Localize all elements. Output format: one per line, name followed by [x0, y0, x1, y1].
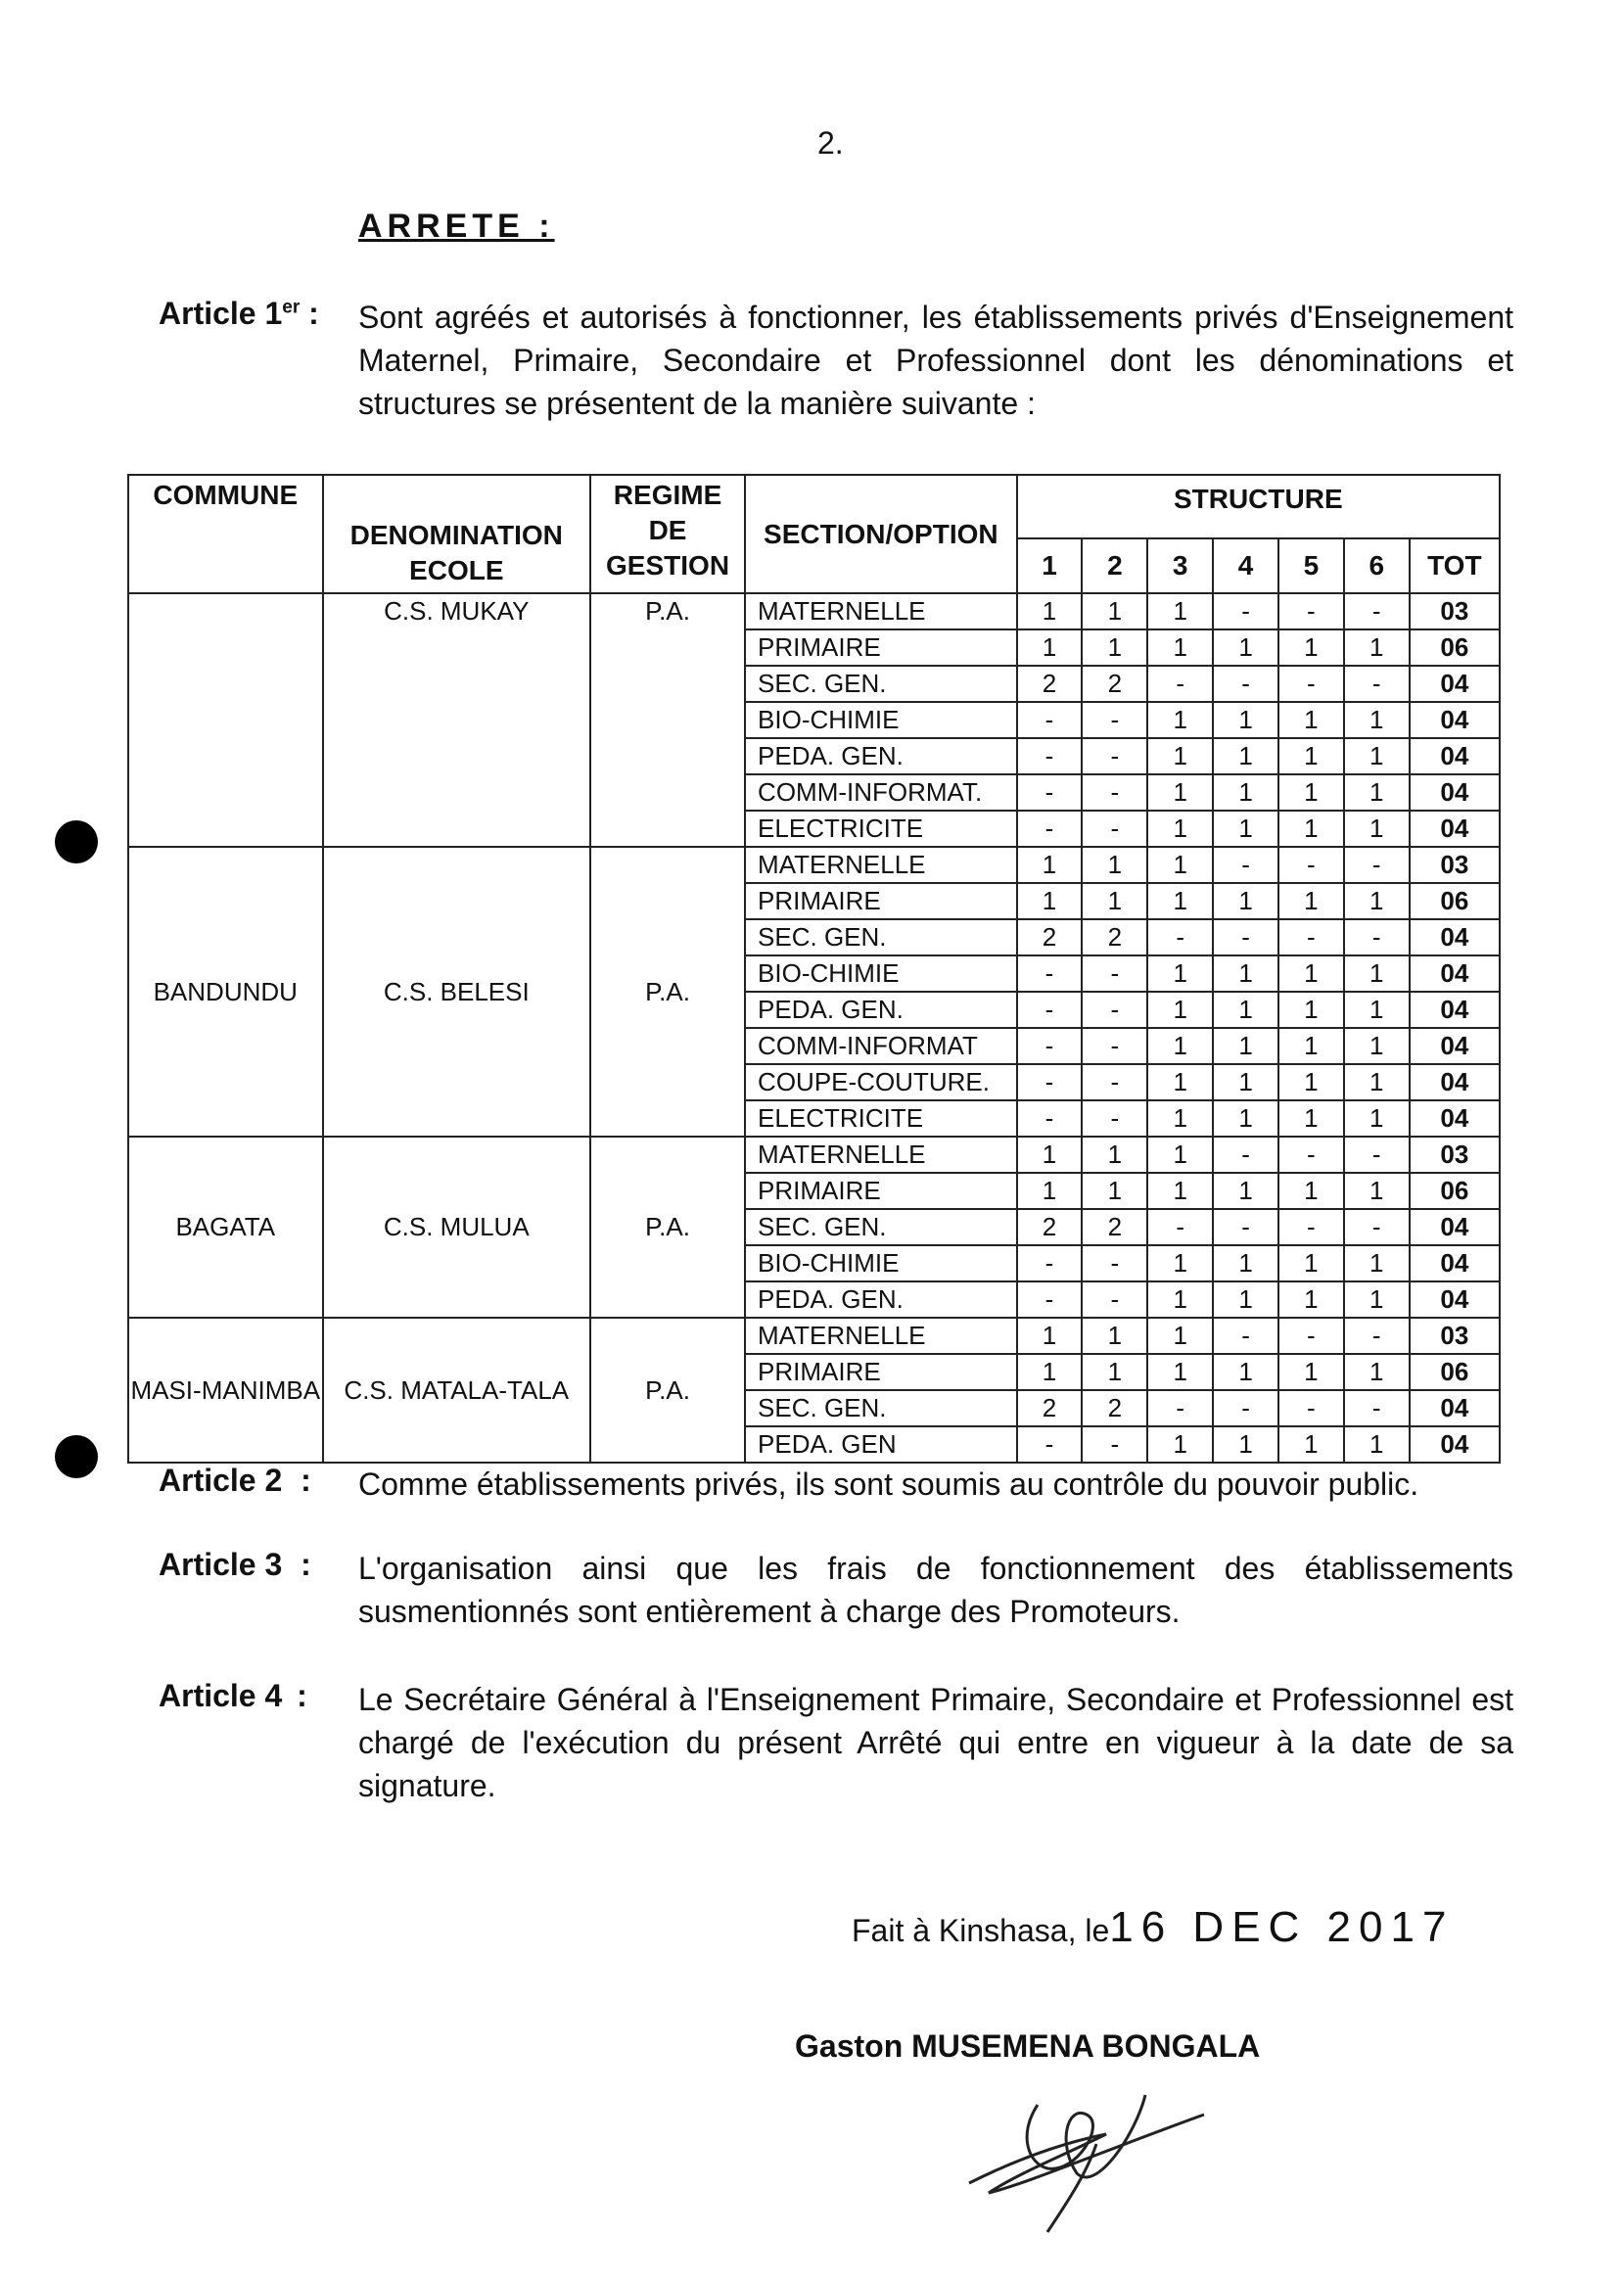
total-cell: 04 — [1410, 1245, 1500, 1281]
structure-cell: 1 — [1147, 883, 1213, 919]
structure-cell: 1 — [1017, 1137, 1083, 1173]
structure-cell: 1 — [1147, 1137, 1213, 1173]
structure-cell: 1 — [1147, 738, 1213, 774]
school-name-cell: C.S. MATALA-TALA — [323, 1318, 591, 1463]
article-1-superscript: er — [282, 297, 301, 318]
structure-cell: - — [1278, 1390, 1344, 1426]
section-cell: PEDA. GEN. — [745, 738, 1017, 774]
structure-cell: 1 — [1278, 992, 1344, 1028]
structure-cell: 1 — [1147, 1354, 1213, 1390]
section-cell: ELECTRICITE — [745, 811, 1017, 847]
structure-cell: - — [1082, 1064, 1147, 1100]
section-cell: MATERNELLE — [745, 593, 1017, 629]
total-cell: 06 — [1410, 883, 1500, 919]
structure-cell: 1 — [1344, 955, 1410, 992]
total-cell: 03 — [1410, 847, 1500, 883]
article-1-label — [159, 296, 319, 332]
total-cell: 06 — [1410, 629, 1500, 666]
commune-cell: BANDUNDU — [128, 847, 323, 1137]
structure-cell: 1 — [1017, 1173, 1083, 1209]
total-cell: 06 — [1410, 1354, 1500, 1390]
structure-cell: - — [1213, 1318, 1278, 1354]
total-cell: 04 — [1410, 1281, 1500, 1318]
header-section: SECTION/OPTION — [745, 475, 1017, 593]
structure-cell: 1 — [1147, 629, 1213, 666]
handwritten-signature — [950, 2075, 1224, 2242]
structure-cell: 1 — [1278, 1100, 1344, 1137]
structure-cell: - — [1278, 1318, 1344, 1354]
regime-cell: P.A. — [590, 847, 745, 1137]
schools-table — [127, 474, 1501, 1464]
structure-cell: 1 — [1147, 1028, 1213, 1064]
structure-cell: 1 — [1017, 1318, 1083, 1354]
structure-cell: 1 — [1213, 774, 1278, 811]
structure-cell: 1 — [1082, 1137, 1147, 1173]
total-cell: 03 — [1410, 1318, 1500, 1354]
total-cell: 04 — [1410, 702, 1500, 738]
structure-cell: - — [1017, 1064, 1083, 1100]
regime-cell: P.A. — [590, 593, 745, 847]
structure-cell: 1 — [1082, 1173, 1147, 1209]
structure-cell: 1 — [1147, 1245, 1213, 1281]
section-cell: MATERNELLE — [745, 1318, 1017, 1354]
total-cell: 04 — [1410, 919, 1500, 955]
header-col-5: 5 — [1278, 538, 1344, 593]
structure-cell: 2 — [1082, 1390, 1147, 1426]
section-cell: PEDA. GEN. — [745, 1281, 1017, 1318]
structure-cell: - — [1017, 811, 1083, 847]
structure-cell: 1 — [1344, 1100, 1410, 1137]
total-cell: 04 — [1410, 666, 1500, 702]
article-3-colon: : — [292, 1547, 311, 1582]
structure-cell: - — [1344, 847, 1410, 883]
section-cell: PRIMAIRE — [745, 1173, 1017, 1209]
structure-cell: 1 — [1344, 1064, 1410, 1100]
structure-cell: - — [1017, 1426, 1083, 1463]
structure-cell: 1 — [1278, 1354, 1344, 1390]
structure-cell: 1 — [1278, 1028, 1344, 1064]
structure-cell: - — [1082, 1100, 1147, 1137]
structure-cell: - — [1278, 1137, 1344, 1173]
article-1-label-text: Article 1 — [159, 296, 283, 331]
structure-cell: 1 — [1278, 1426, 1344, 1463]
structure-cell: - — [1278, 666, 1344, 702]
total-cell: 03 — [1410, 593, 1500, 629]
article-3-label — [159, 1547, 311, 1583]
structure-cell: 1 — [1147, 955, 1213, 992]
header-structure: STRUCTURE — [1017, 475, 1500, 538]
structure-cell: 1 — [1147, 593, 1213, 629]
structure-cell: 1 — [1278, 1281, 1344, 1318]
article-4-colon: : — [288, 1678, 307, 1713]
structure-cell: 1 — [1213, 702, 1278, 738]
structure-cell: - — [1344, 1137, 1410, 1173]
structure-cell: 1 — [1082, 593, 1147, 629]
section-cell: MATERNELLE — [745, 847, 1017, 883]
structure-cell: 1 — [1147, 1281, 1213, 1318]
structure-cell: - — [1344, 919, 1410, 955]
article-4-label-text: Article 4 — [159, 1678, 283, 1713]
section-cell: BIO-CHIMIE — [745, 1245, 1017, 1281]
structure-cell: 1 — [1278, 1245, 1344, 1281]
structure-cell: - — [1017, 738, 1083, 774]
header-regime: REGIME DE GESTION — [590, 475, 745, 593]
structure-cell: 1 — [1082, 629, 1147, 666]
structure-cell: - — [1082, 811, 1147, 847]
total-cell: 04 — [1410, 811, 1500, 847]
structure-cell: - — [1213, 593, 1278, 629]
total-cell: 04 — [1410, 992, 1500, 1028]
section-cell: COMM-INFORMAT. — [745, 774, 1017, 811]
structure-cell: 1 — [1213, 1426, 1278, 1463]
total-cell: 04 — [1410, 1028, 1500, 1064]
signatory-name: Gaston MUSEMENA BONGALA — [795, 2028, 1261, 2064]
structure-cell: 1 — [1213, 1100, 1278, 1137]
structure-cell: - — [1017, 774, 1083, 811]
structure-cell: 1 — [1344, 629, 1410, 666]
structure-cell: - — [1082, 1028, 1147, 1064]
commune-cell — [128, 593, 323, 847]
total-cell: 06 — [1410, 1173, 1500, 1209]
structure-cell: 1 — [1278, 883, 1344, 919]
total-cell: 04 — [1410, 738, 1500, 774]
structure-cell: 1 — [1147, 811, 1213, 847]
total-cell: 04 — [1410, 1100, 1500, 1137]
commune-cell: BAGATA — [128, 1137, 323, 1318]
structure-cell: - — [1213, 1137, 1278, 1173]
section-cell: PRIMAIRE — [745, 883, 1017, 919]
structure-cell: - — [1147, 1390, 1213, 1426]
section-cell: SEC. GEN. — [745, 666, 1017, 702]
structure-cell: 1 — [1213, 883, 1278, 919]
structure-cell: - — [1017, 1028, 1083, 1064]
structure-cell: 1 — [1278, 738, 1344, 774]
structure-cell: 2 — [1082, 1209, 1147, 1245]
structure-cell: 1 — [1017, 883, 1083, 919]
structure-cell: - — [1082, 1281, 1147, 1318]
structure-cell: 1 — [1344, 811, 1410, 847]
school-name-cell: C.S. MUKAY — [323, 593, 591, 847]
regime-cell: P.A. — [590, 1318, 745, 1463]
header-denomination: DENOMINATION ECOLE — [323, 475, 591, 593]
structure-cell: - — [1278, 1209, 1344, 1245]
structure-cell: - — [1344, 1390, 1410, 1426]
structure-cell: - — [1344, 1209, 1410, 1245]
structure-cell: - — [1017, 955, 1083, 992]
commune-cell: MASI-MANIMBA — [128, 1318, 323, 1463]
structure-cell: - — [1017, 992, 1083, 1028]
section-cell: COUPE-COUTURE. — [745, 1064, 1017, 1100]
place-text: Fait à Kinshasa, le — [852, 1913, 1110, 1948]
table-row — [128, 593, 1500, 629]
structure-cell: 1 — [1147, 774, 1213, 811]
section-cell: PEDA. GEN. — [745, 992, 1017, 1028]
table-row — [128, 1137, 1500, 1173]
structure-cell: 1 — [1278, 1173, 1344, 1209]
structure-cell: 1 — [1213, 992, 1278, 1028]
structure-cell: - — [1278, 847, 1344, 883]
structure-cell: - — [1344, 593, 1410, 629]
total-cell: 04 — [1410, 1426, 1500, 1463]
structure-cell: 2 — [1017, 666, 1083, 702]
structure-cell: 1 — [1082, 883, 1147, 919]
structure-cell: - — [1344, 666, 1410, 702]
structure-cell: 2 — [1017, 919, 1083, 955]
header-col-4: 4 — [1213, 538, 1278, 593]
structure-cell: 2 — [1017, 1390, 1083, 1426]
date-stamp: 16 DEC 2017 — [1109, 1903, 1455, 1951]
structure-cell: 1 — [1344, 1354, 1410, 1390]
structure-cell: - — [1017, 1245, 1083, 1281]
structure-cell: 1 — [1213, 1173, 1278, 1209]
structure-cell: 1 — [1017, 629, 1083, 666]
article-2-colon: : — [292, 1463, 311, 1498]
structure-cell: - — [1344, 1318, 1410, 1354]
regime-cell: P.A. — [590, 1137, 745, 1318]
article-4-text: Le Secrétaire Général à l'Enseignement Primaire, Secondaire et Professionnel est chargé de l'exécution du présent Arrêté qui entre en vigueur à la date de sa signature. — [358, 1682, 1513, 1803]
article-3-label-text: Article 3 — [159, 1547, 283, 1582]
structure-cell: 1 — [1213, 1281, 1278, 1318]
section-cell: ELECTRICITE — [745, 1100, 1017, 1137]
structure-cell: 1 — [1278, 811, 1344, 847]
structure-cell: - — [1017, 702, 1083, 738]
structure-cell: 1 — [1147, 1426, 1213, 1463]
structure-cell: - — [1213, 1209, 1278, 1245]
total-cell: 04 — [1410, 1064, 1500, 1100]
structure-cell: 1 — [1213, 1028, 1278, 1064]
structure-cell: 1 — [1344, 1281, 1410, 1318]
structure-cell: - — [1213, 847, 1278, 883]
header-col-2: 2 — [1082, 538, 1147, 593]
section-cell: SEC. GEN. — [745, 1390, 1017, 1426]
structure-cell: 1 — [1213, 811, 1278, 847]
structure-cell: 1 — [1344, 883, 1410, 919]
section-cell: SEC. GEN. — [745, 1209, 1017, 1245]
section-cell: COMM-INFORMAT — [745, 1028, 1017, 1064]
punch-hole — [55, 1435, 98, 1478]
structure-cell: 1 — [1344, 1426, 1410, 1463]
structure-cell: 1 — [1213, 738, 1278, 774]
structure-cell: 1 — [1017, 1354, 1083, 1390]
structure-cell: - — [1147, 666, 1213, 702]
structure-cell: - — [1213, 1390, 1278, 1426]
structure-cell: 1 — [1147, 847, 1213, 883]
school-name-cell: C.S. MULUA — [323, 1137, 591, 1318]
structure-cell: - — [1213, 919, 1278, 955]
structure-cell: 1 — [1213, 629, 1278, 666]
structure-cell: - — [1082, 1426, 1147, 1463]
page-number: 2. — [817, 125, 844, 161]
article-1-colon: : — [300, 296, 319, 331]
structure-cell: - — [1017, 1100, 1083, 1137]
article-2-text: Comme établissements privés, ils sont soumis au contrôle du pouvoir public. — [358, 1466, 1419, 1502]
section-cell: MATERNELLE — [745, 1137, 1017, 1173]
total-cell: 04 — [1410, 1390, 1500, 1426]
total-cell: 03 — [1410, 1137, 1500, 1173]
structure-cell: 1 — [1278, 774, 1344, 811]
structure-cell: - — [1082, 955, 1147, 992]
total-cell: 04 — [1410, 955, 1500, 992]
header-commune: COMMUNE — [128, 475, 323, 593]
structure-cell: 1 — [1082, 1318, 1147, 1354]
school-name-cell: C.S. BELESI — [323, 847, 591, 1137]
structure-cell: 1 — [1017, 593, 1083, 629]
structure-cell: 1 — [1082, 1354, 1147, 1390]
structure-cell: - — [1082, 774, 1147, 811]
table-row — [128, 847, 1500, 883]
structure-cell: 1 — [1344, 1173, 1410, 1209]
table-row — [128, 1318, 1500, 1354]
structure-cell: - — [1147, 919, 1213, 955]
structure-cell: 1 — [1213, 1064, 1278, 1100]
article-4-label — [159, 1678, 307, 1714]
structure-cell: 1 — [1344, 1245, 1410, 1281]
total-cell: 04 — [1410, 1209, 1500, 1245]
header-col-6: 6 — [1344, 538, 1410, 593]
structure-cell: 1 — [1213, 955, 1278, 992]
structure-cell: - — [1278, 593, 1344, 629]
structure-cell: 1 — [1344, 702, 1410, 738]
structure-cell: 1 — [1147, 702, 1213, 738]
structure-cell: 1 — [1344, 774, 1410, 811]
structure-cell: 1 — [1344, 738, 1410, 774]
structure-cell: 1 — [1147, 1100, 1213, 1137]
structure-cell: 1 — [1082, 847, 1147, 883]
section-cell: SEC. GEN. — [745, 919, 1017, 955]
structure-cell: 2 — [1082, 919, 1147, 955]
structure-cell: 1 — [1344, 992, 1410, 1028]
structure-cell: 1 — [1278, 1064, 1344, 1100]
structure-cell: 1 — [1213, 1245, 1278, 1281]
section-cell: PEDA. GEN — [745, 1426, 1017, 1463]
structure-cell: - — [1082, 738, 1147, 774]
section-cell: PRIMAIRE — [745, 1354, 1017, 1390]
header-col-7: TOT — [1410, 538, 1500, 593]
structure-cell: - — [1082, 992, 1147, 1028]
structure-cell: 2 — [1082, 666, 1147, 702]
section-cell: BIO-CHIMIE — [745, 955, 1017, 992]
structure-cell: 1 — [1278, 702, 1344, 738]
structure-cell: 1 — [1278, 955, 1344, 992]
structure-cell: - — [1017, 1281, 1083, 1318]
article-2-label — [159, 1463, 311, 1499]
structure-cell: 2 — [1017, 1209, 1083, 1245]
structure-cell: 1 — [1017, 847, 1083, 883]
structure-cell: - — [1082, 702, 1147, 738]
article-2-label-text: Article 2 — [159, 1463, 283, 1498]
structure-cell: 1 — [1147, 1064, 1213, 1100]
article-3-text: L'organisation ainsi que les frais de fonctionnement des établissements susmentionnés sont entièrement à charge des Promoteurs. — [358, 1551, 1513, 1629]
total-cell: 04 — [1410, 774, 1500, 811]
structure-cell: - — [1082, 1245, 1147, 1281]
structure-cell: - — [1213, 666, 1278, 702]
place-and-date — [852, 1903, 1454, 1952]
punch-hole — [55, 820, 98, 863]
structure-cell: 1 — [1344, 1028, 1410, 1064]
structure-cell: 1 — [1278, 629, 1344, 666]
document-heading: ARRETE : — [358, 208, 555, 245]
structure-cell: 1 — [1213, 1354, 1278, 1390]
section-cell: BIO-CHIMIE — [745, 702, 1017, 738]
header-col-1: 1 — [1017, 538, 1083, 593]
structure-cell: 1 — [1147, 992, 1213, 1028]
section-cell: PRIMAIRE — [745, 629, 1017, 666]
structure-cell: 1 — [1147, 1318, 1213, 1354]
structure-cell: 1 — [1147, 1173, 1213, 1209]
structure-cell: - — [1278, 919, 1344, 955]
header-col-3: 3 — [1147, 538, 1213, 593]
article-1-text: Sont agréés et autorisés à fonctionner, les établissements privés d'Enseignement Maternel, Primaire, Secondaire et Professionnel dont les dénominations et structures se présentent de la manière suivante : — [358, 300, 1513, 421]
structure-cell: - — [1147, 1209, 1213, 1245]
